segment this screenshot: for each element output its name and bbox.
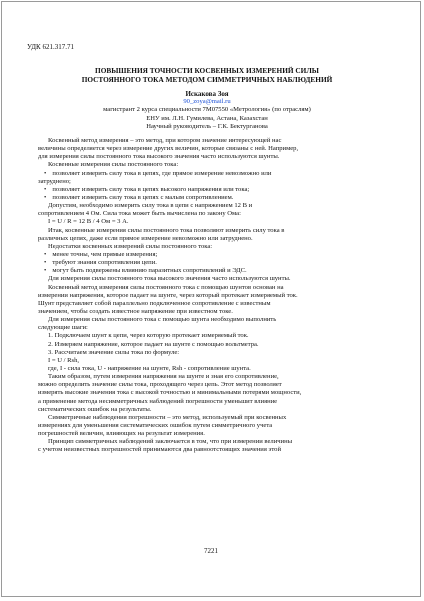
text-line: следующие шаги: [38, 324, 88, 332]
author-block [27, 90, 387, 131]
author-email[interactable]: 90_zoya@mail.ru [183, 98, 231, 106]
text-line: Для измерения силы постоянного тока с помощью шунта необходимо выполнить [48, 316, 277, 324]
bullet-line: • могут быть подвержены влиянию паразитных сопротивлений и ЭДС. [38, 267, 385, 275]
text-line: Допустим, необходимо измерить силу тока в цепи с напряжением 12 В и [48, 202, 253, 210]
text-line: различных цепях, даже если прямое измерение невозможно или затруднено. [38, 234, 253, 242]
text-line: 3. Рассчитаем значение силы тока по формуле: [48, 348, 180, 356]
bullet-line: • позволяет измерить силу тока в цепях, где прямое измерение невозможно или [38, 170, 385, 178]
text-line: Недостатки косвенных измерений силы постоянного тока: [48, 242, 213, 250]
document-page [1, 1, 421, 597]
text-line: Косвенный метод измерения силы постоянного тока с помощью шунтов основан на [48, 283, 284, 291]
text-line: Итак, косвенные измерения силы постоянного тока позволяют измерить силу тока в [48, 226, 285, 234]
text-line: Принцип симметричных наблюдений заключается в том, что при измерении величины [48, 438, 293, 446]
text-line: затруднено; [38, 177, 71, 185]
article-body [38, 137, 385, 454]
text-line: Симметричные наблюдения погрешности – это метод, используемый при косвенных [48, 413, 287, 421]
text-line: можно определить значение силы тока, проходящего через цепь. Этот метод позволяет [38, 381, 282, 389]
bullet-line: • требуют знания сопротивления цепи. [38, 259, 385, 267]
text-line: 1. Подключаем шунт к цепи, через которую протекает измеряемый ток. [48, 332, 249, 340]
text-line: измерениях для уменьшения систематических ошибок путем симметричного учета [38, 421, 273, 429]
udc-code: УДК 621.317.71 [27, 43, 74, 51]
author-university: ЕНУ им. Л.Н. Гумилева, Астана, Казахстан [146, 114, 268, 122]
bullet-line: • менее точны, чем прямые измерения; [38, 251, 385, 259]
text-line: погрешностей величин, влияющих на результат измерения. [38, 430, 205, 438]
text-line: I = U / Rsh, [48, 356, 80, 364]
text-line: систематических ошибок на результаты. [38, 405, 152, 413]
text-line: сопротивлением 4 Ом. Сила тока может быть вычислена по закону Ома: [38, 210, 241, 218]
text-line: где, I - сила тока, U - напряжение на шунте, Rsh - сопротивление шунта. [48, 364, 251, 372]
article-title [27, 66, 387, 84]
text-line: с учетом неизвестных погрешностей принимаются два равноотстоящих значения этой [38, 446, 281, 454]
author-name: Искакова Зоя [185, 90, 229, 98]
text-line: I = U / R = 12 В / 4 Ом = 3 А. [48, 218, 129, 226]
text-line: для измерения силы постоянного тока высокого значения часто используются шунты. [38, 153, 280, 161]
text-line: Таким образом, путем измерения напряжения на шунте и зная его сопротивление, [48, 373, 279, 381]
text-line: а применение метода несимметричных наблюдений погрешности уменьшит влияние [38, 397, 278, 405]
title-line: ПОВЫШЕНИЯ ТОЧНОСТИ КОСВЕННЫХ ИЗМЕРЕНИЙ СИЛЫ [95, 66, 319, 75]
text-line: Шунт представляет собой параллельно подключенное сопротивление с известным [38, 299, 271, 307]
text-line: измерении напряжения, которое падает на шунте, через который протекает измеряемый ток. [38, 291, 298, 299]
text-line: 2. Измеряем напряжение, которое падает на шунте с помощью вольтметра. [48, 340, 259, 348]
page-number: 7221 [204, 547, 218, 555]
text-line: Для измерения силы постоянного тока высокого значения часто используются шунты. [48, 275, 291, 283]
title-line: ПОСТОЯННОГО ТОКА МЕТОДОМ СИММЕТРИЧНЫХ НАБЛЮДЕНИЙ [81, 75, 333, 84]
author-position: магистрант 2 курса специальности 7М07550 «Метрология» (по отраслям) [103, 106, 311, 114]
text-line: величины определяется через измерение других величин, которые связаны с ней. Например, [38, 145, 299, 153]
bullet-line: • позволяет измерить силу тока в цепях с малым сопротивлением. [38, 194, 385, 202]
text-line: значением, чтобы создать известное напряжение при известном токе. [38, 307, 233, 315]
bullet-line: • позволяет измерить силу тока в цепях высокого напряжения или тока; [38, 186, 385, 194]
text-line: Косвенный метод измерения – это метод, при котором значение интересующей нас [48, 137, 282, 144]
text-line: Косвенные измерения силы постоянного тока: [48, 161, 179, 169]
text-line: измерять высокие значения тока с высокой точностью и минимальными потерями мощности, [38, 389, 302, 397]
supervisor: Научный руководитель – Г.К. Бектурганова [146, 122, 268, 130]
